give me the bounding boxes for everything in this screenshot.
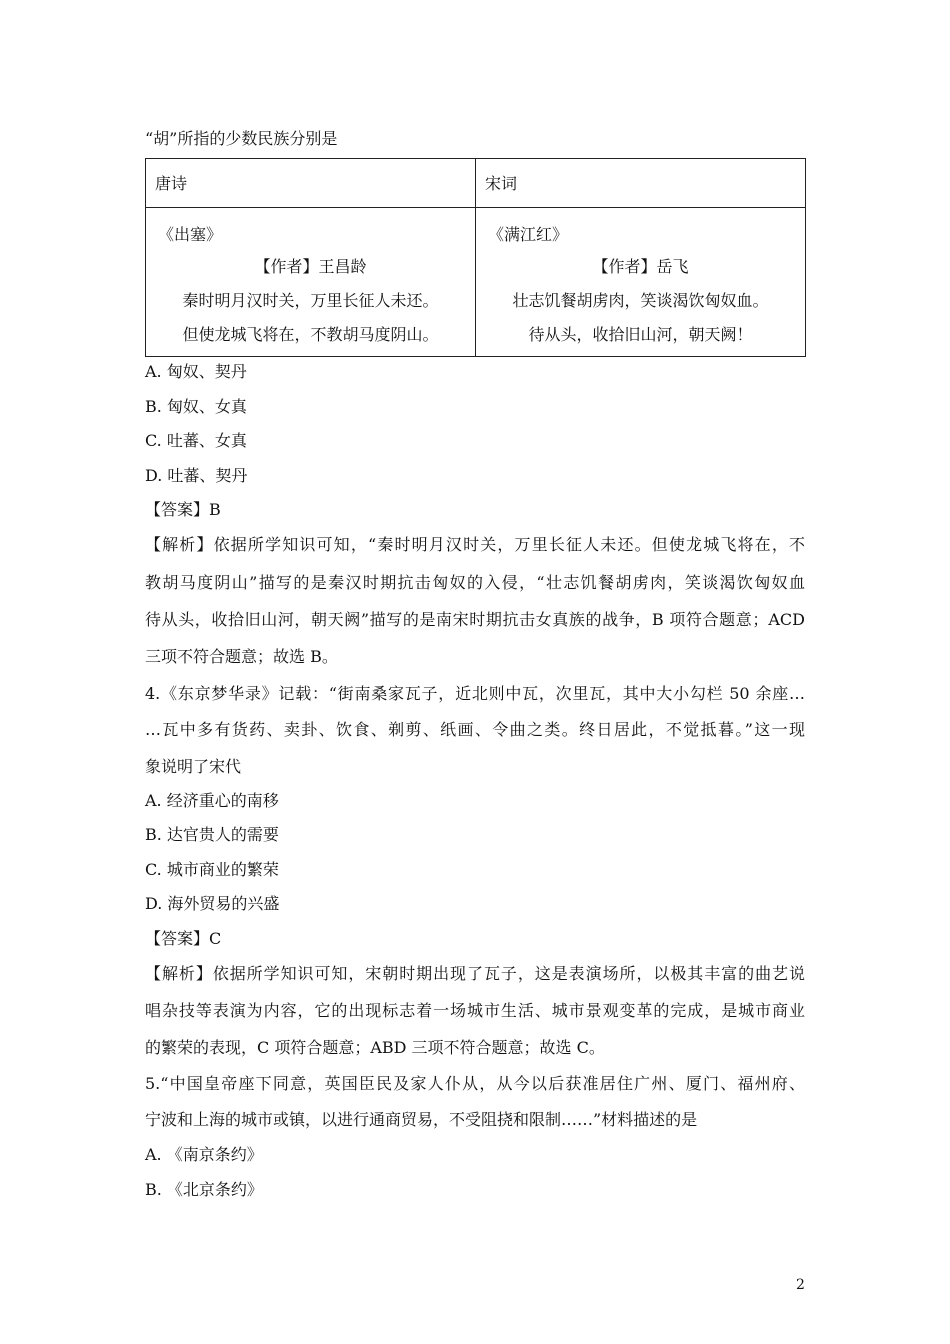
- option-a: A. 《南京条约》: [145, 1145, 263, 1164]
- poem-author: 【作者】王昌龄: [254, 257, 367, 276]
- question-stem: 4.《东京梦华录》记载：“街南桑家瓦子，近北则中瓦，次里瓦，其中大小勾栏 50 余座…: [145, 684, 805, 703]
- answer: 【答案】C: [145, 929, 222, 948]
- poem-cell-left: [146, 208, 476, 357]
- analysis-line: 待从头，收拾旧山河，朝天阙”描写的是南宋时期抗击女真族的战争，B 项符合题意；ACD: [145, 610, 805, 629]
- question-stem: 宁波和上海的城市或镇，以进行通商贸易，不受阻挠和限制……”材料描述的是: [145, 1110, 698, 1129]
- page-number: 2: [796, 1277, 805, 1293]
- question-intro: “胡”所指的少数民族分别是: [145, 129, 338, 148]
- option-c: C. 吐蕃、女真: [145, 431, 247, 450]
- option-b: B. 匈奴、女真: [145, 397, 247, 416]
- option-b: B. 达官贵人的需要: [145, 825, 279, 844]
- analysis-line: 唱杂技等表演为内容，它的出现标志着一场城市生活、城市景观变革的完成，是城市商业: [145, 1001, 805, 1020]
- analysis-line: 教胡马度阴山”描写的是秦汉时期抗击匈奴的入侵，“壮志饥餐胡虏肉，笑谈渴饮匈奴血: [145, 573, 805, 592]
- table-header-tang: 唐诗: [146, 159, 476, 208]
- poem-title: 《出塞》: [158, 225, 223, 244]
- poem-line: 秦时明月汉时关，万里长征人未还。: [182, 291, 439, 310]
- poem-title: 《满江红》: [488, 225, 569, 244]
- analysis-line: 【解析】依据所学知识可知，“秦时明月汉时关，万里长征人未还。但使龙城飞将在，不: [145, 535, 805, 554]
- poem-cell-right: [476, 208, 806, 357]
- answer: 【答案】B: [145, 500, 221, 519]
- poem-line: 壮志饥餐胡虏肉，笑谈渴饮匈奴血。: [512, 291, 769, 310]
- option-a: A. 经济重心的南移: [145, 791, 279, 810]
- question-stem: …瓦中多有货药、卖卦、饮食、剃剪、纸画、令曲之类。终日居此，不觉抵暮。”这一现: [145, 720, 805, 739]
- poem-line: 待从头，收拾旧山河，朝天阙！: [528, 325, 753, 344]
- option-d: D. 吐蕃、契丹: [145, 466, 248, 485]
- question-stem: 5.“中国皇帝座下同意，英国臣民及家人仆从，从今以后获准居住广州、厦门、福州府、: [145, 1074, 805, 1093]
- poem-comparison-table: [145, 158, 806, 357]
- option-d: D. 海外贸易的兴盛: [145, 894, 280, 913]
- analysis-line: 【解析】依据所学知识可知，宋朝时期出现了瓦子，这是表演场所，以极其丰富的曲艺说: [145, 964, 805, 983]
- option-a: A. 匈奴、契丹: [145, 362, 247, 381]
- analysis-line: 的繁荣的表现，C 项符合题意；ABD 三项不符合题意；故选 C。: [145, 1038, 605, 1057]
- option-c: C. 城市商业的繁荣: [145, 860, 279, 879]
- table-header-song: 宋词: [476, 159, 806, 208]
- question-stem: 象说明了宋代: [145, 757, 242, 776]
- poem-author: 【作者】岳飞: [592, 257, 689, 276]
- option-b: B. 《北京条约》: [145, 1180, 263, 1199]
- analysis-line: 三项不符合题意；故选 B。: [145, 647, 338, 666]
- poem-line: 但使龙城飞将在，不教胡马度阴山。: [182, 325, 439, 344]
